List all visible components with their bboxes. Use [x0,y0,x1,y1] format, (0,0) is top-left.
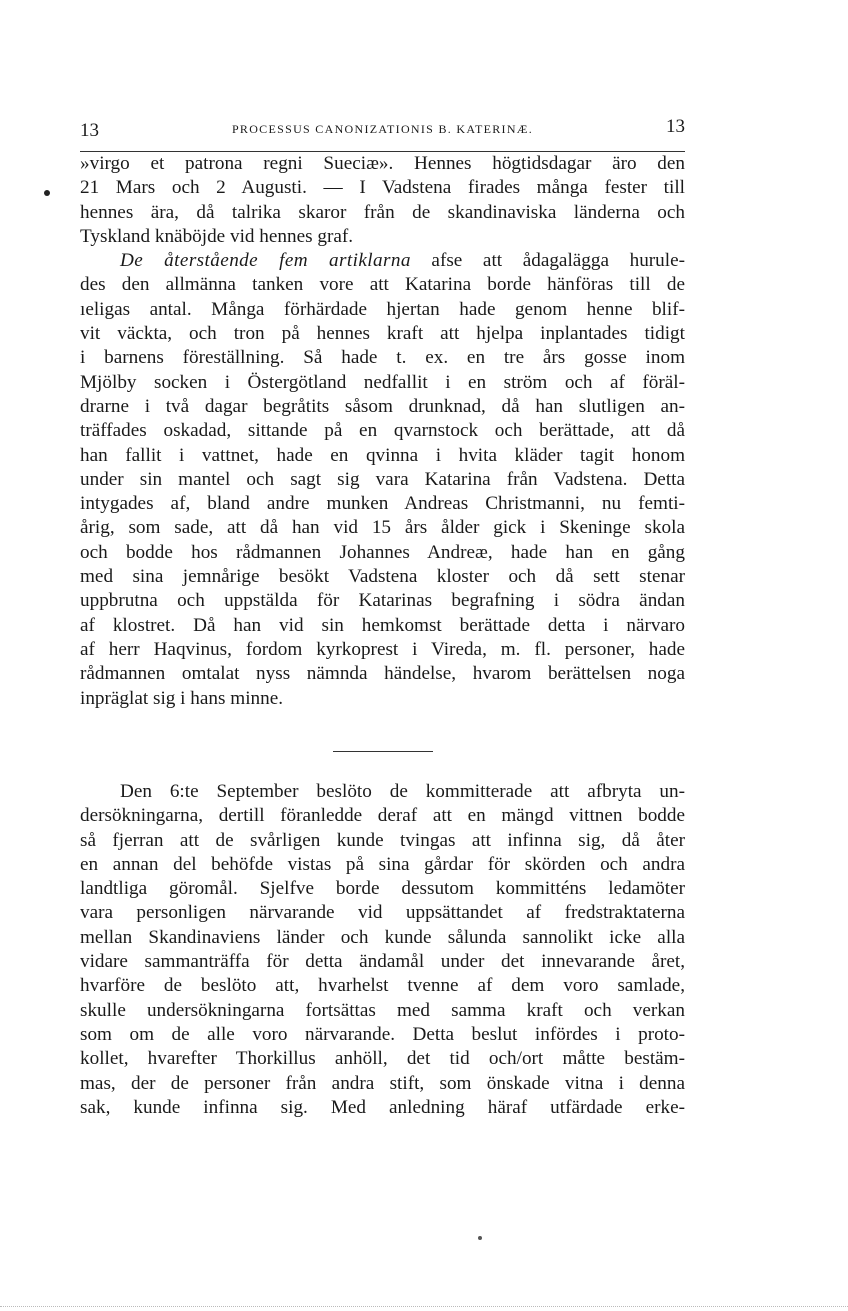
text-line: mas, der de personer från andra stift, som önskade vitna i denna [80,1072,685,1094]
text-line: årig, som sade, att då han vid 15 års ålder gick i Skeninge skola [80,517,685,539]
page-number-left: 13 [80,120,99,141]
text-line: »virgo et patrona regni Sueciæ». Hennes högtidsdagar äro den [80,153,685,174]
text-line: ıeligas antal. Många förhärdade hjertan hade genom henne blif- [80,298,685,320]
italic-lead: De återstående fem artiklarna [120,250,411,272]
text-line: Tyskland knäböjde vid hennes graf. [80,225,354,247]
text-line: af herr Haqvinus, fordom kyrkoprest i Vireda, m. fl. personer, hade [80,638,685,660]
text-line: sak, kunde infinna sig. Med anledning häraf utfärdade erke- [80,1096,685,1118]
text-line: intygades af, bland andre munken Andreas Christmanni, nu femti- [80,493,685,515]
text-line: uppbrutna och uppstälda för Katarinas begrafning i södra ändan [80,590,685,612]
text-line: drarne i två dagar begråtits såsom drunknad, då han slutligen an- [80,395,685,417]
text-line: Mjölby socken i Östergötland nedfallit i en ström och af föräl- [80,371,685,393]
paragraph-lead-line [80,249,685,273]
text-line: vidare sammanträffa för detta ändamål under det innevarande året, [80,951,685,973]
text-line: mellan Skandinaviens länder och kunde sålunda sannolikt icke alla [80,926,685,948]
text-line: des den allmänna tanken vore att Katarina borde hänföras till de [80,274,685,296]
text-line: som om de alle voro närvarande. Detta beslut infördes i proto- [80,1023,685,1045]
text-line: en annan del behöfde vistas på sina gårdar för skörden och andra [80,853,685,875]
section-separator [333,751,433,752]
text-line: hennes ära, då talrika skaror från de skandinaviska länderna och [80,201,685,223]
text-line: i barnens föreställning. Så hade t. ex. en tre års gosse inom [80,347,685,369]
scan-edge [0,1306,848,1307]
text-section-lower [80,780,685,1120]
text-line: träffades oskadad, sittande på en qvarnstock och berättade, att då [80,420,685,442]
text-line: inpräglat sig i hans minne. [80,687,284,709]
text-line: med sina jemnårige besökt Vadstena kloster och då sett stenar [80,566,685,588]
text-line: han fallit i vattnet, hade en qvinna i hvita kläder tagit honom [80,444,685,466]
text-line: under sin mantel och sagt sig vara Katarina från Vadstena. Detta [80,468,685,490]
text-line: vara personligen närvarande vid uppsättandet af fredstraktaterna [80,902,685,924]
text-line: af klostret. Då han vid sin hemkomst berättade detta i närvaro [80,614,685,636]
lead-rest: afse att ådagalägga hurule- [410,250,686,272]
text-line: landtliga göromål. Sjelfve borde dessutom kommitténs ledamöter [80,878,685,900]
text-line: vit väckta, och tron på hennes kraft att hjelpa inplantades tidigt [80,323,685,345]
page-header [80,116,685,148]
text-line: så fjerran att de svårligen kunde tvingas att infinna sig, då åter [80,829,685,851]
paragraph-1 [80,152,685,249]
text-line: kollet, hvarefter Thorkillus anhöll, det tid och/ort måtte bestäm- [80,1048,685,1070]
page-number-right: 13 [666,116,685,137]
paragraph-2 [80,249,685,711]
running-title: PROCESSUS CANONIZATIONIS B. KATERINÆ. [231,122,534,136]
text-line: rådmannen omtalat nyss nämnda händelse, hvarom berättelsen noga [80,663,685,685]
bottom-mark [478,1236,482,1240]
text-section-upper [80,152,685,711]
text-line: och bodde hos rådmannen Johannes Andreæ, hade han en gång [80,541,685,563]
text-line: Den 6:te September beslöto de kommitterade att afbryta un- [120,781,685,802]
paragraph-3 [80,780,685,1120]
text-line: skulle undersökningarna fortsättas med samma kraft och verkan [80,999,685,1021]
text-line: hvarföre de beslöto att, hvarhelst tvenne af dem voro samlade, [80,975,685,997]
text-line: 21 Mars och 2 Augusti. — I Vadstena firades många fester till [80,177,685,199]
text-line: dersökningarna, dertill föranledde deraf att en mängd vittnen bodde [80,805,685,827]
margin-mark [44,190,50,196]
